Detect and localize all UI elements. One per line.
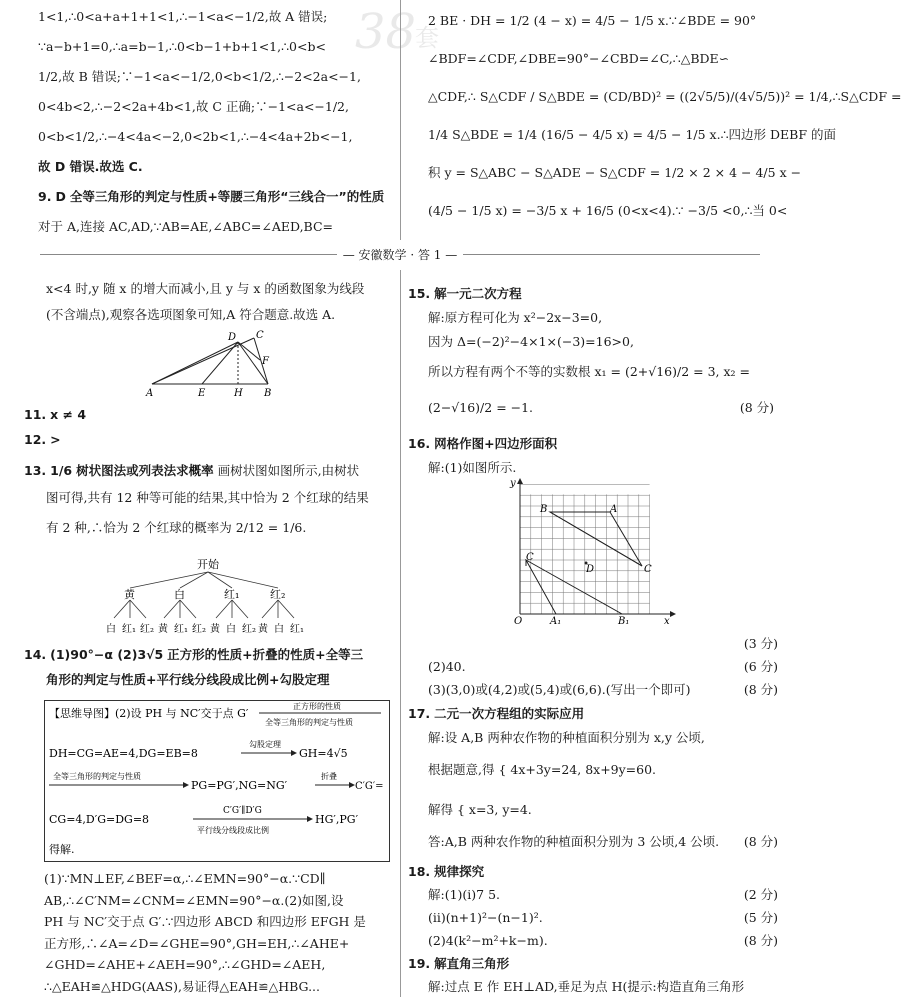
- question-19: 19. 解直角三角形 解:过点 E 作 EH⊥AD,垂足为点 H(提示:构造直角三角形: [408, 952, 778, 998]
- top-left-block: [38, 2, 394, 242]
- text-line: 积 y = S△ABC − S△ADE − S△CDF = 1/2 × 2 × 4 − 4/5 x −: [428, 165, 802, 180]
- column-separator-top: [400, 0, 401, 240]
- grid-label-A: A: [610, 504, 618, 515]
- grid-label-C: C: [526, 552, 534, 563]
- points: (2 分): [743, 887, 778, 902]
- text-line: 解:原方程可化为 x²−2x−3=0,: [428, 310, 603, 325]
- points: (8 分): [743, 834, 778, 849]
- mindmap-arrow1-top: 正方形的性质: [293, 702, 341, 711]
- label-H: H: [234, 388, 243, 399]
- text-line: x<4 时,y 随 x 的增大而减小,且 y 与 x 的函数图象为线段: [46, 281, 365, 296]
- tree-l2: 白: [106, 624, 116, 635]
- question-11: 11. x ≠ 4: [24, 407, 87, 422]
- question-17: 17. 二元一次方程组的实际应用 解:设 A,B 两种农作物的种植面积分别为 x,y 公顷, 根据题意,得 { 4x+3y=24, 8x+9y=60. 解得 { x=3, y=4. 答:A,B 两种农作物的种植面积分别为 3 公顷,4 公顷. (8 分): [408, 702, 778, 854]
- tree-diagram: [100, 556, 330, 638]
- tree-l1: 白: [174, 588, 185, 601]
- text-line: 解得 { x=3, y=4.: [428, 802, 532, 817]
- text-line: 故 D 错误.故选 C.: [38, 159, 143, 174]
- grid-label-O: O: [514, 616, 523, 627]
- triangle-figure: [140, 330, 280, 400]
- grid-label-x: x: [664, 616, 670, 627]
- text-line: 1<1,∴0<a+a+1+1<1,∴−1<a<−1/2,故 A 错误;: [38, 9, 328, 24]
- points: (8 分): [743, 933, 778, 948]
- mindmap-row3-right: C′G′=: [355, 781, 384, 792]
- text-line: 0<b<1/2,∴−4<4a<−2,0<2b<1,∴−4<4a+2b<−1,: [38, 129, 353, 144]
- tree-l2: 红₁: [122, 624, 137, 635]
- text-line: ∴△EAH≌△HDG(AAS),易证得△EAH≌△HBG...: [44, 978, 320, 994]
- solution-14: [44, 868, 394, 997]
- text-line: 因为 Δ=(−2)²−4×1×(−3)=16>0,: [428, 334, 634, 349]
- text-line: 根据题意,得 { 4x+3y=24, 8x+9y=60.: [428, 762, 657, 777]
- mindmap-arrow1-bottom: 全等三角形的判定与性质: [265, 718, 353, 727]
- points: (8 分): [739, 400, 774, 415]
- left-column-answers: [24, 402, 396, 543]
- tree-l2: 黄: [158, 624, 168, 635]
- mindmap-end: 得解.: [49, 843, 75, 856]
- text-line: 解:过点 E 作 EH⊥AD,垂足为点 H(提示:构造直角三角形: [428, 979, 745, 994]
- mindmap-row4-left: CG=4,D′G=DG=8: [49, 813, 150, 826]
- points: (8 分): [743, 682, 778, 697]
- svg-text:38: 38: [355, 4, 417, 60]
- tree-l1: 黄: [124, 588, 135, 601]
- text-line: PH 与 NC′交于点 G′.∵四边形 ABCD 和四边形 EFGH 是: [44, 914, 366, 929]
- tree-root: 开始: [197, 558, 219, 571]
- question-9-header: 9. D 全等三角形的判定与性质+等腰三角形“三线合一”的性质: [38, 189, 385, 204]
- grid-label-C-right: C: [644, 564, 652, 575]
- mindmap-row2-left: DH=CG=AE=4,DG=EB=8: [49, 747, 198, 760]
- text-line: (2−√16)/2 = −1. (8 分): [408, 390, 778, 426]
- text-line: 2 BE · DH = 1/2 (4 − x) = 4/5 − 1/5 x.∵∠BDE = 90°: [428, 13, 757, 28]
- text-line: 有 2 种,∴恰为 2 个红球的概率为 2/12 = 1/6.: [46, 520, 307, 535]
- text-line: ∠GHD=∠AHE+∠AEH=90°,∴∠GHD=∠AEH,: [44, 957, 326, 972]
- tree-l2: 黄: [210, 624, 220, 635]
- grid-label-D: D: [586, 564, 595, 575]
- label-F: F: [262, 356, 269, 367]
- grid-label-y: y: [510, 478, 516, 489]
- left-column: [38, 276, 394, 328]
- question-13: 13. 1/6 树状图法或列表法求概率 画树状图如图所示,由树状: [24, 463, 360, 478]
- points: (6 分): [743, 659, 778, 674]
- label-B: B: [264, 388, 272, 399]
- text-line: 对于 A,连接 AC,AD,∵AB=AE,∠ABC=∠AED,BC=: [38, 219, 333, 234]
- top-right-block: [428, 2, 901, 230]
- tree-l2: 黄: [258, 624, 268, 635]
- points: (3 分): [743, 636, 778, 651]
- question-16-answers: (3 分) (2)40. (6 分) (3)(3,0)或(4,2)或(5,4)或(6,6).(写出一个即可) (8 分): [428, 632, 778, 701]
- tree-l2: 红₁: [174, 624, 189, 635]
- mindmap-arrow3-top: 全等三角形的判定与性质: [53, 772, 141, 781]
- text-line: 解:(1)如图所示.: [428, 460, 517, 475]
- mindmap-arrow4-bottom: 平行线分线段成比例: [197, 826, 269, 835]
- grid-label-B: B: [540, 504, 548, 515]
- tree-l2: 白: [274, 624, 284, 635]
- mind-map-svg: [45, 701, 389, 861]
- tree-l2: 红₂: [242, 624, 257, 635]
- tree-l2: 红₂: [140, 624, 155, 635]
- mindmap-arrow4-top: C′G′∥D′G: [223, 806, 262, 816]
- mindmap-row3-mid: PG=PG′,NG=NG′: [191, 779, 288, 792]
- text-line: AB,∴∠C′NM=∠CNM=∠EMN=90°−α.(2)如图,设: [44, 892, 344, 908]
- points: (5 分): [743, 910, 778, 925]
- text-line: 0<4b<2,∴−2<2a+4b<1,故 C 正确;∵−1<a<−1/2,: [38, 99, 349, 114]
- tree-l2: 白: [226, 624, 236, 635]
- mindmap-row2-right: GH=4√5: [299, 747, 348, 760]
- label-A: A: [146, 388, 154, 399]
- text-line: 正方形,∴∠A=∠D=∠GHE=90°,GH=EH,∴∠AHE+: [44, 935, 350, 951]
- question-16: 16. 网格作图+四边形面积 解:(1)如图所示.: [408, 432, 778, 480]
- mindmap-arrow2-top: 勾股定理: [249, 740, 281, 749]
- question-18: 18. 规律探究 解:(1)(ⅰ)7 5. (2 分) (ⅱ)(n+1)²−(n−1)². (5 分) (2)4(k²−m²+k−m). (8 分): [408, 860, 778, 952]
- text-line: 解:设 A,B 两种农作物的种植面积分别为 x,y 公顷,: [428, 730, 705, 745]
- column-separator-bottom: [400, 270, 401, 997]
- text-line: 所以方程有两个不等的实数根 x₁ = (2+√16)/2 = 3, x₂ =: [428, 364, 750, 379]
- grid-label-B1: B₁: [618, 616, 630, 627]
- text-line: (4/5 − 1/5 x) = −3/5 x + 16/5 (0<x<4).∵ −3/5 <0,∴当 0<: [428, 203, 788, 218]
- tree-l1: 红₂: [270, 588, 286, 601]
- page-footer: — 安徽数学 · 答 1 —: [0, 246, 800, 263]
- grid-figure: [506, 478, 676, 628]
- text-line: 图可得,共有 12 种等可能的结果,其中恰为 2 个红球的结果: [46, 490, 369, 505]
- text-line: △CDF,∴ S△CDF / S△BDE = (CD/BD)² = ((2√5/5)/(4√5/5))² = 1/4,∴S△CDF =: [428, 89, 901, 104]
- mind-map-box: [44, 700, 390, 862]
- text-line: ∠BDF=∠CDF,∠DBE=90°−∠CBD=∠C,∴△BDE∽: [428, 51, 730, 66]
- label-E: E: [198, 388, 206, 399]
- grid-label-A1: A₁: [550, 616, 562, 627]
- tree-l1: 红₁: [224, 588, 240, 601]
- label-D: D: [228, 332, 237, 343]
- question-15: 15. 解一元二次方程 解:原方程可化为 x²−2x−3=0, 因为 Δ=(−2)²−4×1×(−3)=16>0, 所以方程有两个不等的实数根 x₁ = (2+√16)/2 = 3, x₂ = (2−√16)/2 = −1. (8 分): [408, 282, 778, 426]
- question-12: 12. >: [24, 432, 61, 447]
- mindmap-arrow3b-top: 折叠: [321, 772, 337, 781]
- svg-text:套: 套: [415, 24, 439, 52]
- text-line: (不含端点),观察各选项图象可知,A 符合题意.故选 A.: [46, 307, 336, 322]
- mindmap-row4-right: HG′,PG′: [315, 813, 359, 826]
- text-line: (1)∵MN⊥EF,∠BEF=α,∴∠EMN=90°−α.∵CD∥: [44, 871, 326, 886]
- text-line: ∵a−b+1=0,∴a=b−1,∴0<b−1+b+1<1,∴0<b<: [38, 39, 326, 54]
- question-14-header: 14. (1)90°−α (2)3√5 正方形的性质+折叠的性质+全等三 角形的判定与性质+平行线分线段成比例+勾股定理: [24, 647, 364, 687]
- tree-l2: 红₂: [192, 624, 207, 635]
- label-C: C: [256, 330, 264, 341]
- text-line: 1/4 S△BDE = 1/4 (16/5 − 4/5 x) = 4/5 − 1/5 x.∴四边形 DEBF 的面: [428, 127, 836, 142]
- mindmap-title: 【思维导图】(2)设 PH 与 NC′交于点 G′: [49, 707, 249, 720]
- tree-l2: 红₁: [290, 624, 305, 635]
- text-line: 1/2,故 B 错误;∵−1<a<−1/2,0<b<1/2,∴−2<2a<−1,: [38, 69, 361, 84]
